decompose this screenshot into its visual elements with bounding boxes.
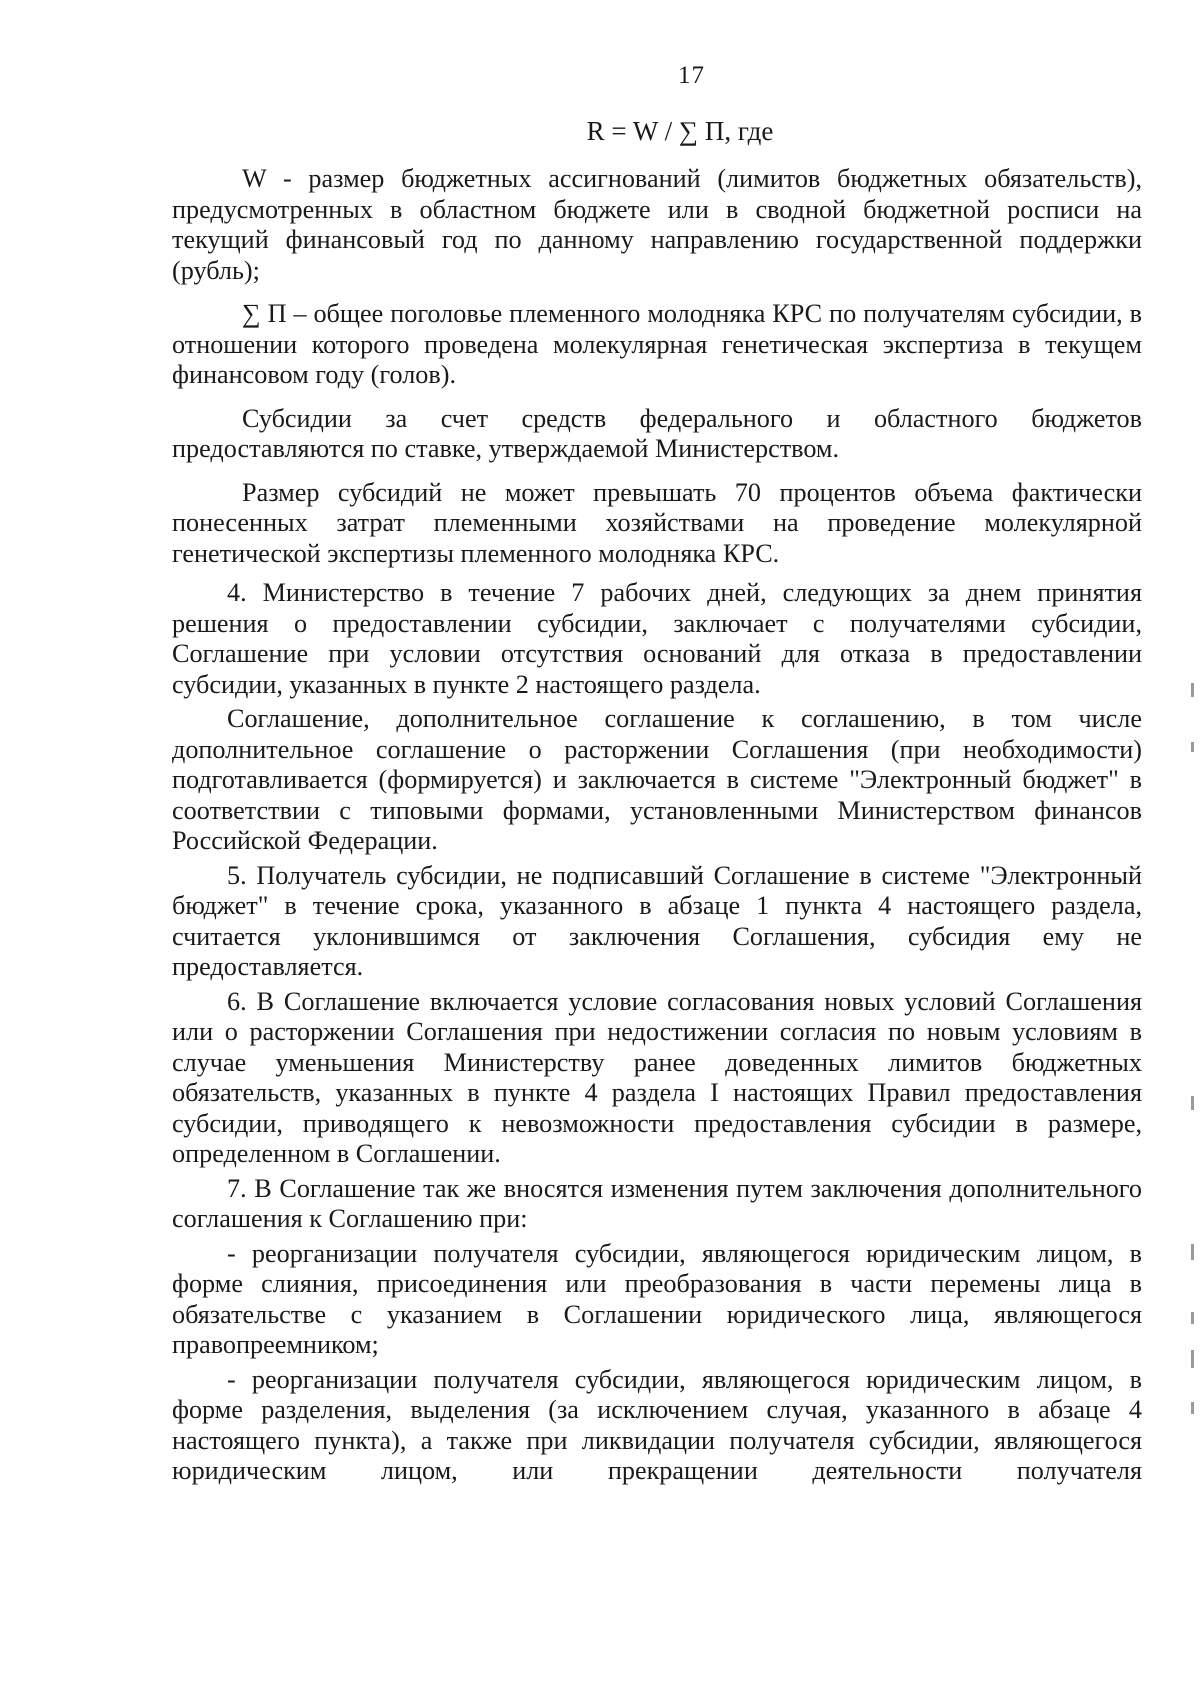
paragraph-subsidy-rate: Субсидии за счет средств федерального и областного бюджетов предоставляются по ставке, утверждаемой Министерством. bbox=[172, 403, 1142, 463]
scan-edge-mark bbox=[1191, 1096, 1194, 1110]
paragraph-agreement-forms: Соглашение, дополнительное соглашение к соглашению, в том числе дополнительное соглашение о расторжении Соглашения (при необходимости) подготавливается (формируется) и заключается в системе "Электронный бюджет" в соответствии с типовыми формами, установленными Министерством финансов Российской Федерации. bbox=[172, 704, 1142, 855]
paragraph-reorganization-split: - реорганизации получателя субсидии, являющегося юридическим лицом, в форме разделения, выделения (за исключением случая, указанного в абзаце 4 настоящего пункта), а также при ликвидации получателя субсидии, являющегося юридическим лицом, или прекращении деятельности получателя bbox=[172, 1364, 1142, 1485]
paragraph-reorganization-merge: - реорганизации получателя субсидии, являющегося юридическим лицом, в форме слияния, присоединения или преобразования в части перемены лица в обязательстве с указанием в Соглашении юридического лица, являющегося правопреемником; bbox=[172, 1238, 1142, 1359]
paragraph-item-4: 4. Министерство в течение 7 рабочих дней, следующих за днем принятия решения о предоставлении субсидии, заключает с получателями субсидии, Соглашение при условии отсутствия оснований для отказа в предоставлении субсидии, указанных в пункте 2 настоящего раздела. bbox=[172, 578, 1142, 699]
document-body bbox=[172, 164, 1142, 1487]
paragraph-item-6: 6. В Соглашение включается условие согласования новых условий Соглашения или о расторжении Соглашения при недостижении согласия по новым условиям в случае уменьшения Министерству ранее доведенных лимитов бюджетных обязательств, указанных в пункте 4 раздела I настоящих Правил предоставления субсидии, приводящего к невозможности предоставления субсидии в размере, определенном в Соглашении. bbox=[172, 986, 1142, 1168]
paragraph-sum-definition: ∑ П – общее поголовье племенного молодняка КРС по получателям субсидии, в отношении которого проведена молекулярная генетическая экспертиза в текущем финансовом году (голов). bbox=[172, 299, 1142, 389]
scan-edge-mark bbox=[1191, 1244, 1194, 1260]
paragraph-item-7: 7. В Соглашение так же вносятся изменения путем заключения дополнительного соглашения к Соглашению при: bbox=[172, 1173, 1142, 1233]
page-number: 17 bbox=[678, 62, 705, 89]
formula: R = W / ∑ П, где bbox=[586, 116, 774, 146]
paragraph-item-5: 5. Получатель субсидии, не подписавший Соглашение в системе "Электронный бюджет" в течение срока, указанного в абзаце 1 пункта 4 настоящего раздела, считается уклонившимся от заключения Соглашения, субсидия ему не предоставляется. bbox=[172, 860, 1142, 981]
scan-edge-mark bbox=[1191, 1312, 1194, 1324]
paragraph-w-definition: W - размер бюджетных ассигнований (лимитов бюджетных обязательств), предусмотренных в областном бюджете или в сводной бюджетной росписи на текущий финансовый год по данному направлению государственной поддержки (рубль); bbox=[172, 164, 1142, 285]
scan-edge-mark bbox=[1191, 1350, 1194, 1368]
scan-edge-mark bbox=[1191, 742, 1194, 752]
paragraph-subsidy-limit: Размер субсидий не может превышать 70 процентов объема фактически понесенных затрат племенными хозяйствами на проведение молекулярной генетической экспертизы племенного молодняка КРС. bbox=[172, 477, 1142, 568]
scan-edge-mark bbox=[1191, 1402, 1194, 1414]
scan-edge-mark bbox=[1191, 683, 1194, 697]
